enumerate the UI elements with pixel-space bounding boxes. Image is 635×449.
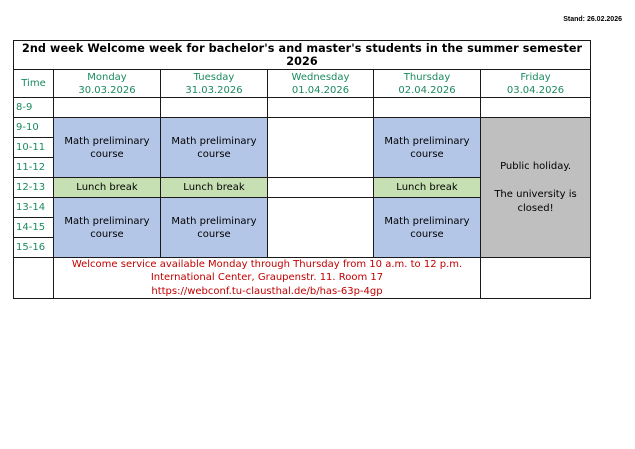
empty-cell [14,258,54,299]
day-header-thursday: Thursday 02.04.2026 [374,70,481,98]
empty-cell [268,198,374,258]
empty-cell [374,98,481,118]
notice-line-2: International Center, Graupenstr. 11. Room 17 [150,272,384,284]
empty-cell [54,98,161,118]
day-header-tuesday: Tuesday 31.03.2026 [161,70,268,98]
empty-cell [268,178,374,198]
day-header-monday: Monday 30.03.2026 [54,70,161,98]
math-course-monday-afternoon: Math preliminary course [54,198,161,258]
public-holiday-cell: Public holiday. The university is closed! [481,118,591,258]
empty-cell [161,98,268,118]
time-slot: 9-10 [14,118,54,138]
day-header-wednesday: Wednesday 01.04.2026 [268,70,374,98]
math-course-thursday-afternoon: Math preliminary course [374,198,481,258]
empty-cell [481,258,591,299]
time-slot: 10-11 [14,138,54,158]
time-slot: 15-16 [14,238,54,258]
empty-cell [268,98,374,118]
math-course-thursday-morning: Math preliminary course [374,118,481,178]
math-course-tuesday-afternoon: Math preliminary course [161,198,268,258]
empty-cell [268,118,374,178]
lunch-break-monday: Lunch break [54,178,161,198]
time-header: Time [14,70,54,98]
time-slot: 12-13 [14,178,54,198]
time-slot: 13-14 [14,198,54,218]
schedule-title: 2nd week Welcome week for bachelor's and master's students in the summer semester 2026 [14,41,591,70]
math-course-monday-morning: Math preliminary course [54,118,161,178]
stand-date: Stand: 26.02.2026 [563,16,622,23]
day-header-friday: Friday 03.04.2026 [481,70,591,98]
math-course-tuesday-morning: Math preliminary course [161,118,268,178]
webconf-link[interactable]: https://webconf.tu-clausthal.de/b/has-63p-4gp [151,285,383,297]
time-slot: 14-15 [14,218,54,238]
lunch-break-thursday: Lunch break [374,178,481,198]
lunch-break-tuesday: Lunch break [161,178,268,198]
time-slot: 8-9 [14,98,54,118]
schedule-table [13,40,591,299]
time-slot: 11-12 [14,158,54,178]
welcome-service-notice [54,258,481,299]
notice-line-1: Welcome service available Monday through Thursday from 10 a.m. to 12 p.m. [71,259,463,270]
empty-cell [481,98,591,118]
